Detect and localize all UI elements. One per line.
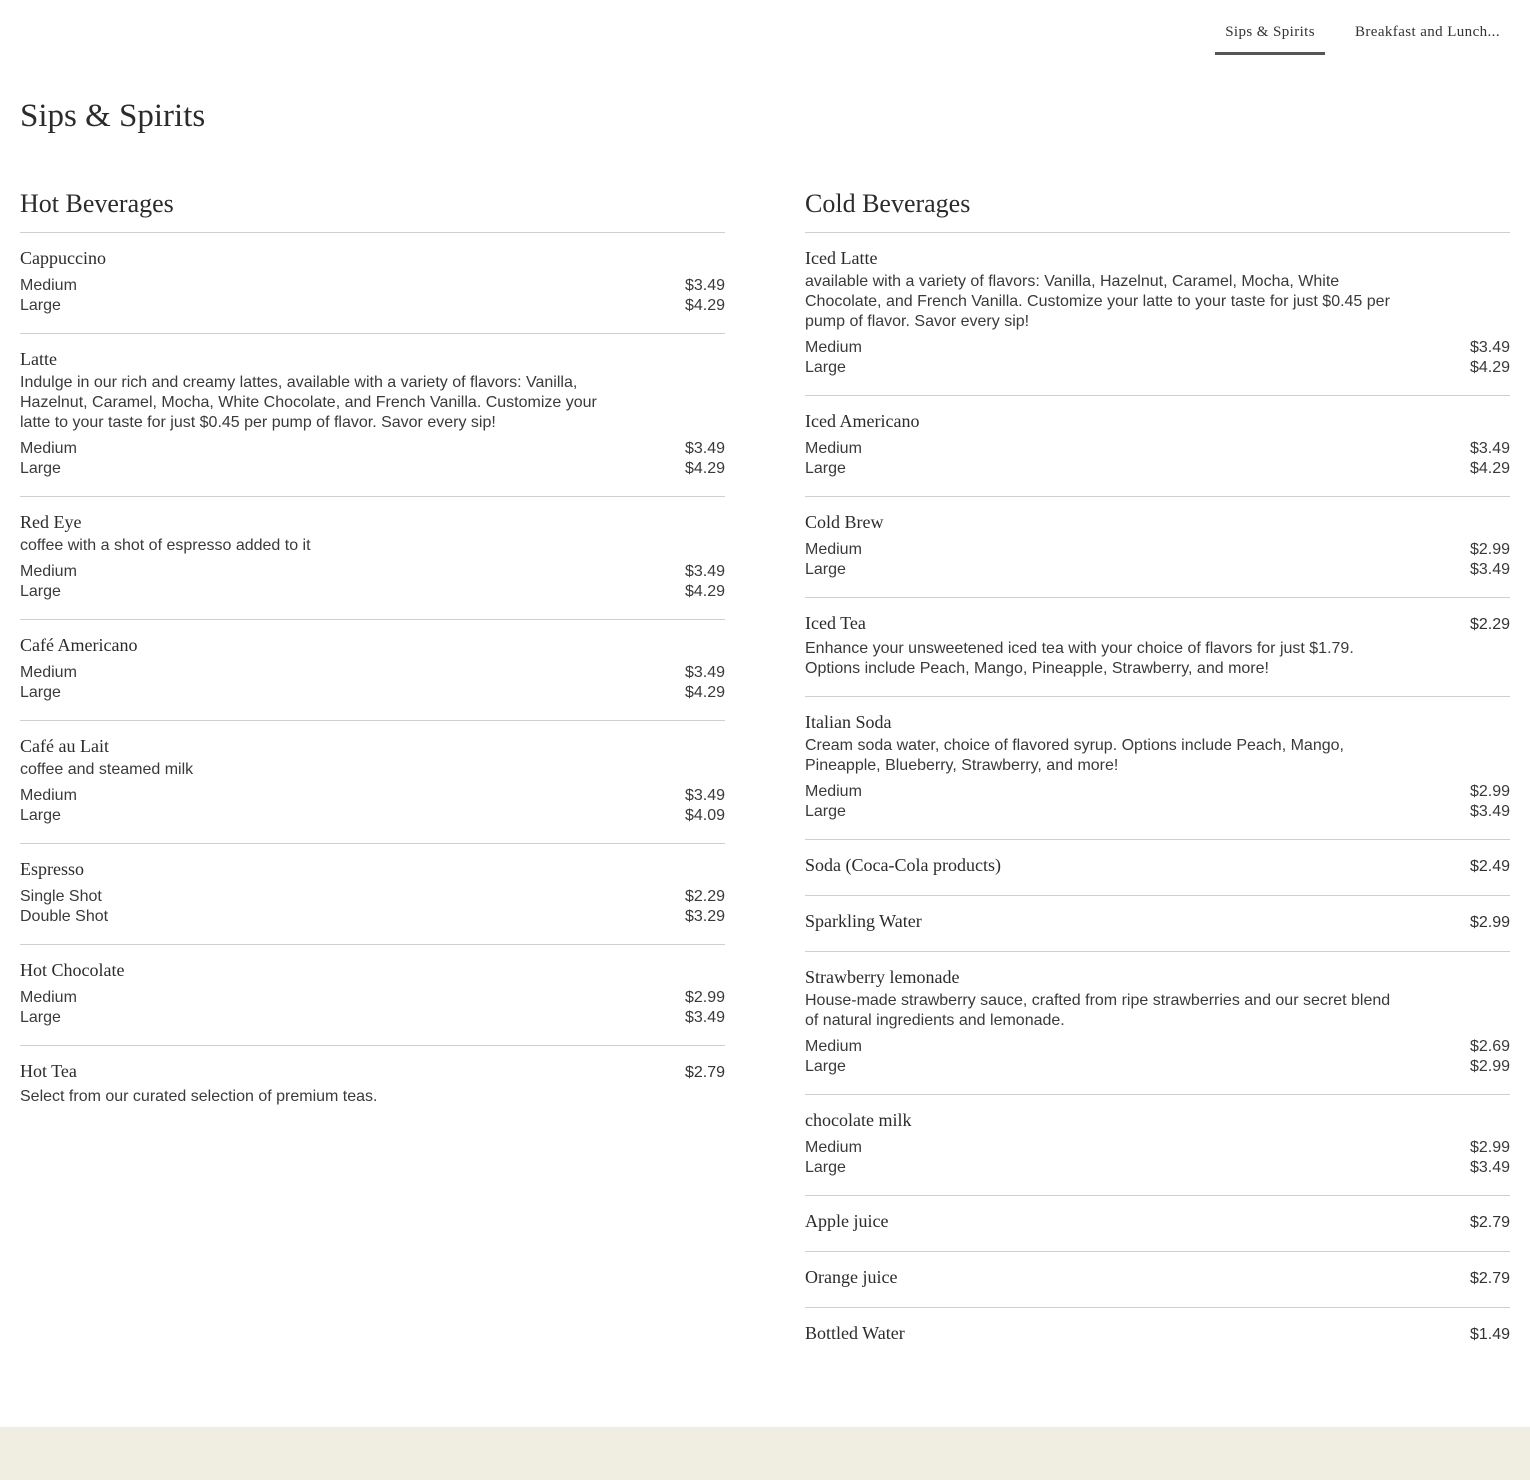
- menu-item-header: [20, 1059, 725, 1085]
- size-price-row: [20, 1008, 725, 1028]
- page-footer: [0, 1427, 1530, 1480]
- size-price-list: [805, 1037, 1510, 1077]
- menu-item-name: Cappuccino: [20, 248, 106, 268]
- size-label: Large: [805, 1058, 846, 1075]
- menu-item-name: Orange juice: [805, 1267, 898, 1287]
- menu-item-list: [805, 233, 1510, 1363]
- menu-item: [20, 620, 725, 721]
- menu-item-header: [805, 1209, 1510, 1235]
- size-label: Large: [20, 297, 61, 314]
- size-price: $4.29: [1469, 460, 1510, 477]
- size-price: $3.29: [684, 908, 725, 925]
- menu-item-description: Enhance your unsweetened iced tea with your choice of flavors for just $1.79. Options include Peach, Mango, Pineapple, Strawberry, and more!: [805, 640, 1354, 677]
- menu-tabs: [1195, 0, 1510, 56]
- cold-beverages-section: [805, 186, 1510, 1363]
- size-price: $4.29: [684, 460, 725, 477]
- size-price-list: [20, 887, 725, 927]
- size-price-row: [20, 276, 725, 296]
- size-price: $3.49: [684, 277, 725, 294]
- size-price-row: [20, 683, 725, 703]
- size-price-row: [805, 1037, 1510, 1057]
- size-price-row: [805, 358, 1510, 378]
- size-price-list: [805, 439, 1510, 479]
- size-label: Large: [805, 1159, 846, 1176]
- menu-item-description: available with a variety of flavors: Vanilla, Hazelnut, Caramel, Mocha, White Chocolate, and French Vanilla. Customize your latte to your taste for just $0.45 per pump of flavor. Savor every sip!: [805, 273, 1390, 330]
- size-label: Medium: [805, 1038, 862, 1055]
- size-label: Medium: [20, 787, 77, 804]
- menu-item: [805, 1308, 1510, 1363]
- size-price-row: [805, 1138, 1510, 1158]
- size-label: Medium: [20, 277, 77, 294]
- size-price-row: [20, 806, 725, 826]
- size-price-row: [20, 562, 725, 582]
- size-price: $3.49: [684, 440, 725, 457]
- menu-item: [805, 233, 1510, 396]
- size-label: Large: [20, 1009, 61, 1026]
- size-price-row: [805, 1158, 1510, 1178]
- size-price: $4.09: [684, 807, 725, 824]
- size-price-list: [20, 276, 725, 316]
- size-label: Medium: [805, 440, 862, 457]
- menu-item-description: House-made strawberry sauce, crafted from ripe strawberries and our secret blend of natural ingredients and lemonade.: [805, 992, 1391, 1029]
- size-label: Medium: [805, 339, 862, 356]
- tab-sips-and-spirits[interactable]: Sips & Spirits: [1215, 0, 1325, 55]
- size-label: Large: [805, 803, 846, 820]
- size-label: Medium: [805, 541, 862, 558]
- menu-item-header: [20, 958, 725, 982]
- menu-item-header: [20, 734, 725, 758]
- size-price: $3.49: [1469, 440, 1510, 457]
- menu-item-header: [805, 510, 1510, 534]
- menu-item-header: [805, 1108, 1510, 1132]
- tab-breakfast-and-lunch[interactable]: Breakfast and Lunch...: [1354, 24, 1500, 40]
- menu-item: [20, 334, 725, 497]
- menu-item-price: $2.79: [1469, 1214, 1510, 1231]
- menu-item-header: [20, 633, 725, 657]
- size-price-list: [20, 562, 725, 602]
- size-label: Large: [20, 583, 61, 600]
- menu-item-name: Sparkling Water: [805, 911, 922, 931]
- size-price-row: [805, 782, 1510, 802]
- size-price-list: [20, 786, 725, 826]
- size-price-row: [805, 338, 1510, 358]
- menu-item: [20, 945, 725, 1046]
- menu-item: [805, 896, 1510, 952]
- menu-item-header: [20, 857, 725, 881]
- menu-item: [20, 497, 725, 620]
- size-price-row: [20, 786, 725, 806]
- size-label: Medium: [805, 1139, 862, 1156]
- size-price-list: [805, 782, 1510, 822]
- size-price-list: [805, 540, 1510, 580]
- menu-item-header: [805, 409, 1510, 433]
- hot-beverages-section: [20, 186, 725, 1124]
- size-label: Double Shot: [20, 908, 109, 925]
- menu-item-description: Cream soda water, choice of flavored syrup. Options include Peach, Mango, Pineapple, Blueberry, Strawberry, and more!: [805, 737, 1344, 774]
- menu-item-price: $2.49: [1469, 858, 1510, 875]
- menu-item-name: Red Eye: [20, 512, 82, 532]
- menu-item-header: [805, 246, 1510, 270]
- size-label: Large: [20, 460, 61, 477]
- size-price: $3.49: [684, 787, 725, 804]
- menu-item-price: $2.99: [1469, 914, 1510, 931]
- menu-item-name: Soda (Coca-Cola products): [805, 855, 1001, 875]
- size-price-row: [20, 988, 725, 1008]
- size-label: Large: [20, 807, 61, 824]
- section-title: Hot Beverages: [20, 186, 725, 233]
- size-price-row: [20, 887, 725, 907]
- menu-item: [805, 396, 1510, 497]
- size-price-row: [805, 1057, 1510, 1077]
- menu-item-name: Hot Chocolate: [20, 960, 125, 980]
- size-label: Medium: [20, 989, 77, 1006]
- size-price-row: [20, 439, 725, 459]
- size-price: $2.99: [1469, 541, 1510, 558]
- menu-item: [20, 233, 725, 334]
- page-title: Sips & Spirits: [20, 98, 206, 134]
- menu-item: [805, 497, 1510, 598]
- size-price-row: [805, 540, 1510, 560]
- size-price: $3.49: [1469, 339, 1510, 356]
- size-label: Medium: [20, 664, 77, 681]
- menu-item-header: [20, 347, 725, 371]
- size-label: Large: [805, 561, 846, 578]
- menu-item-name: Iced Americano: [805, 411, 920, 431]
- size-price: $4.29: [684, 583, 725, 600]
- menu-item-header: [805, 1321, 1510, 1347]
- menu-item-name: Strawberry lemonade: [805, 967, 960, 987]
- menu-item: [805, 840, 1510, 896]
- menu-item-name: Latte: [20, 349, 57, 369]
- size-price-row: [20, 296, 725, 316]
- menu-item-name: Bottled Water: [805, 1323, 905, 1343]
- menu-item-name: chocolate milk: [805, 1110, 912, 1130]
- size-price-list: [20, 439, 725, 479]
- menu-item-name: Iced Tea: [805, 613, 866, 633]
- size-price: $3.49: [1469, 561, 1510, 578]
- size-label: Medium: [805, 783, 862, 800]
- size-price: $2.69: [1469, 1038, 1510, 1055]
- size-price: $4.29: [684, 684, 725, 701]
- size-price: $2.99: [684, 989, 725, 1006]
- size-price-row: [20, 459, 725, 479]
- menu-item-description: Select from our curated selection of premium teas.: [20, 1088, 378, 1105]
- size-price: $4.29: [1469, 359, 1510, 376]
- menu-item: [805, 952, 1510, 1095]
- menu-item: [20, 721, 725, 844]
- menu-item-price: $2.79: [684, 1064, 725, 1081]
- menu-item-name: Café au Lait: [20, 736, 109, 756]
- size-price: $3.49: [684, 664, 725, 681]
- size-label: Large: [805, 359, 846, 376]
- menu-item: [805, 598, 1510, 697]
- size-price-list: [20, 663, 725, 703]
- size-price-row: [20, 907, 725, 927]
- menu-item: [20, 844, 725, 945]
- size-label: Single Shot: [20, 888, 102, 905]
- size-price-row: [20, 663, 725, 683]
- menu-item: [805, 1095, 1510, 1196]
- menu-item-header: [805, 965, 1510, 989]
- size-price-row: [805, 560, 1510, 580]
- size-price: $3.49: [684, 563, 725, 580]
- size-price: $3.49: [684, 1009, 725, 1026]
- size-price: $4.29: [684, 297, 725, 314]
- size-price-list: [805, 1138, 1510, 1178]
- menu-item-name: Hot Tea: [20, 1061, 77, 1081]
- menu-item-header: [20, 246, 725, 270]
- menu-item-name: Espresso: [20, 859, 84, 879]
- size-price: $2.99: [1469, 783, 1510, 800]
- menu-item: [805, 1196, 1510, 1252]
- size-label: Medium: [20, 563, 77, 580]
- menu-item-name: Café Americano: [20, 635, 138, 655]
- size-price-row: [805, 439, 1510, 459]
- menu-item-list: [20, 233, 725, 1124]
- menu-item-header: [805, 853, 1510, 879]
- menu-item-header: [805, 710, 1510, 734]
- menu-item: [805, 1252, 1510, 1308]
- size-price-row: [805, 459, 1510, 479]
- menu-item-price: $2.79: [1469, 1270, 1510, 1287]
- menu-item-name: Iced Latte: [805, 248, 878, 268]
- size-label: Medium: [20, 440, 77, 457]
- size-label: Large: [805, 460, 846, 477]
- size-price: $3.49: [1469, 803, 1510, 820]
- menu-item-name: Cold Brew: [805, 512, 884, 532]
- size-price-list: [20, 988, 725, 1028]
- menu-item: [20, 1046, 725, 1124]
- menu-item-header: [805, 611, 1510, 637]
- size-price-list: [805, 338, 1510, 378]
- section-title: Cold Beverages: [805, 186, 1510, 233]
- size-label: Large: [20, 684, 61, 701]
- menu-item-header: [805, 909, 1510, 935]
- size-price: $2.99: [1469, 1139, 1510, 1156]
- menu-item-description: coffee with a shot of espresso added to it: [20, 537, 311, 554]
- size-price-row: [805, 802, 1510, 822]
- menu-item-price: $1.49: [1469, 1326, 1510, 1343]
- menu-item-name: Apple juice: [805, 1211, 889, 1231]
- size-price: $2.29: [684, 888, 725, 905]
- menu-item-header: [805, 1265, 1510, 1291]
- size-price: $3.49: [1469, 1159, 1510, 1176]
- size-price: $2.99: [1469, 1058, 1510, 1075]
- menu-item-price: $2.29: [1469, 616, 1510, 633]
- menu-item-description: Indulge in our rich and creamy lattes, available with a variety of flavors: Vanilla, Hazelnut, Caramel, Mocha, White Chocolate, and French Vanilla. Customize your latte to your taste for just $0.45 per pump of flavor. Savor every sip!: [20, 374, 597, 431]
- menu-item-header: [20, 510, 725, 534]
- menu-item-name: Italian Soda: [805, 712, 892, 732]
- menu-item: [805, 697, 1510, 840]
- size-price-row: [20, 582, 725, 602]
- menu-item-description: coffee and steamed milk: [20, 761, 194, 778]
